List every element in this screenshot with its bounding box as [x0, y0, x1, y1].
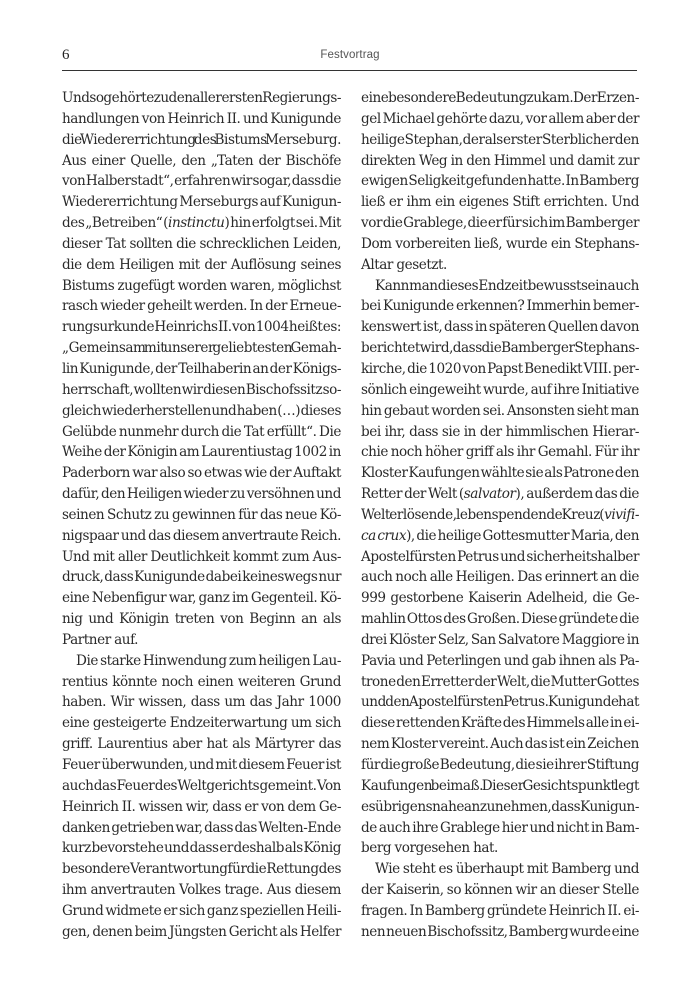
text-run: chie noch höher griff als ihr Gemahl. Für ihr [361, 444, 639, 461]
text-run: es übrigens nahe anzunehmen, dass Kunigun- [361, 798, 639, 815]
italic-latin-term: ca crux [361, 527, 407, 544]
text-line [62, 88, 341, 109]
text-run: auch das Feuer des Weltgerichts gemeint. Von [62, 777, 341, 794]
text-line [62, 505, 341, 526]
text-run: und den Apostelfürsten Petrus. Kunigunde hat [361, 694, 639, 711]
text-line [62, 401, 341, 422]
text-run: Welt erlösende, lebenspendende Kreuz ( [361, 506, 605, 523]
text-line [361, 838, 639, 859]
text-line [361, 276, 639, 297]
text-run: Bistums zugefügt worden waren, möglichst [62, 277, 341, 294]
text-line [361, 317, 639, 338]
text-run: Retter der Welt ( [361, 486, 464, 503]
text-line [62, 922, 341, 943]
text-run: Kloster Kaufungen wählte sie als Patrone den [361, 465, 639, 482]
text-line [62, 109, 341, 130]
text-run: vor die Grablege, die er für sich im Bamberger [361, 215, 639, 232]
italic-latin-term: instinctu [168, 215, 225, 232]
text-run: gel Michael gehörte dazu, vor allem aber der [361, 110, 639, 127]
text-run: Aus einer Quelle, den „Taten der Bischöfe [62, 152, 341, 169]
text-run: hin gebaut worden sei. Ansonsten sieht man [361, 402, 639, 419]
text-run: rungsurkunde Heinrichs II. von 1004 heißt es: [62, 319, 341, 336]
text-run: Wie steht es überhaupt mit Bamberg und [375, 861, 639, 878]
text-run: haben. Wir wissen, dass um das Jahr 1000 [62, 694, 341, 711]
text-run: der Kaiserin, so können wir an dieser Stelle [361, 882, 639, 899]
text-line [62, 838, 341, 859]
text-line [62, 901, 341, 922]
text-line [361, 213, 639, 234]
text-run: Und mit aller Deutlichkeit kommt zum Aus- [62, 548, 341, 565]
text-line [62, 776, 341, 797]
text-line [62, 422, 341, 443]
text-run: griff. Laurentius aber hat als Märtyrer das [62, 736, 341, 753]
text-line [62, 296, 341, 317]
text-run: Apostelfürsten Petrus und sicherheitshalber [361, 548, 639, 565]
text-line [62, 317, 341, 338]
text-line [361, 296, 639, 317]
text-line [361, 818, 639, 839]
text-line [62, 192, 341, 213]
text-line [62, 171, 341, 192]
left-text-column [62, 88, 341, 943]
text-line [62, 651, 341, 672]
right-text-column [361, 88, 639, 943]
text-line [62, 359, 341, 380]
text-run: mahlin Ottos des Großen. Diese gründete die [361, 611, 639, 628]
text-run: ), außerdem das die [515, 486, 639, 503]
text-line [62, 609, 341, 630]
text-line [62, 859, 341, 880]
text-line [361, 672, 639, 693]
text-run: ihm anvertrauten Volkes trage. Aus diesem [62, 882, 341, 899]
text-run: nigspaar und das diesem anvertraute Reich. [62, 527, 341, 544]
text-run: die Wiedererrichtung des Bistums Merseburg. [62, 131, 341, 148]
text-line [361, 401, 639, 422]
text-line [62, 692, 341, 713]
text-line [62, 567, 341, 588]
text-line [361, 88, 639, 109]
text-line [62, 484, 341, 505]
text-run: heilige Stephan, der als erster Sterblicher den [361, 131, 639, 148]
text-line [361, 338, 639, 359]
text-run: Kaufungen beimaß. Dieser Gesichtspunkt legt [361, 777, 639, 794]
text-line [62, 130, 341, 151]
text-run: „Gemeinsam mit unserer geliebtesten Gemah- [62, 340, 341, 357]
text-line [361, 171, 639, 192]
text-line [361, 255, 639, 276]
text-run: rentius könnte noch einen weiteren Grund [62, 673, 341, 690]
text-run: lin Kunigunde, der Teilhaberin an der Königs- [62, 360, 341, 377]
text-run: Die starke Hinwendung zum heiligen Lau- [76, 652, 341, 669]
text-run: besondere Verantwortung für die Rettung des [62, 861, 341, 878]
text-line [361, 109, 639, 130]
text-run: ewigen Seligkeit gefunden hatte. In Bamberg [361, 173, 639, 190]
text-run: ) hin erfolgt sei. Mit [224, 215, 341, 232]
italic-latin-term: vivifi- [604, 506, 639, 523]
text-line [361, 588, 639, 609]
text-run: eine Nebenfigur war, ganz im Gegenteil. Kö- [62, 590, 341, 607]
text-run: trone den Erretter der Welt, die Mutter Gottes [361, 673, 639, 690]
text-run: Paderborn war also so etwas wie der Auftakt [62, 465, 341, 482]
text-line [62, 588, 341, 609]
text-line [62, 213, 341, 234]
text-run: rasch wieder geheilt werden. In der Erneue- [62, 298, 341, 315]
text-run: kurz bevorstehe und dass er deshalb als König [62, 840, 341, 857]
text-line [62, 463, 341, 484]
text-run: Altar gesetzt. [361, 256, 447, 273]
text-run: gen, denen beim Jüngsten Gericht als Helfer [62, 923, 341, 940]
text-run: Weihe der Königin am Laurentiustag 1002 in [62, 444, 341, 461]
text-line [361, 651, 639, 672]
text-line [361, 776, 639, 797]
text-line [62, 255, 341, 276]
text-run: nem Kloster vereint. Auch das ist ein Zeichen [361, 736, 639, 753]
text-run: Und so gehörte zu den allerersten Regierungs- [62, 90, 341, 106]
text-line [361, 880, 639, 901]
text-line [361, 359, 639, 380]
text-run: kirche, die 1020 von Papst Benedikt VIII. per- [361, 360, 639, 377]
text-run: handlungen von Heinrich II. und Kunigunde [62, 110, 341, 127]
text-run: direkten Weg in den Himmel und damit zur [361, 152, 639, 169]
text-run: berg vorgesehen hat. [361, 840, 498, 857]
text-line [361, 859, 639, 880]
text-line [361, 380, 639, 401]
text-run: ), die heilige Gottesmutter Maria, den [406, 527, 640, 544]
text-run: ließ er ihm ein eigenes Stift errichten. Und [361, 194, 639, 211]
text-run: gleich wiederherstellen und haben (…) dieses [62, 402, 341, 419]
text-line [62, 818, 341, 839]
text-line [62, 380, 341, 401]
text-run: des „Betreiben“ ( [62, 215, 169, 232]
text-run: herrschaft, wollten wir diesen Bischofssitz so- [62, 381, 341, 398]
text-run: kenswert ist, dass in späteren Quellen davon [361, 319, 639, 336]
text-run: auch noch alle Heiligen. Das erinnert an die [361, 569, 639, 586]
text-line [62, 880, 341, 901]
text-run: diese rettenden Kräfte des Himmels alle in ei- [361, 715, 639, 732]
text-line [62, 630, 341, 651]
text-run: die dem Heiligen mit der Auflösung seines [62, 256, 341, 273]
text-run: de auch ihre Grablege hier und nicht in Bam- [361, 819, 639, 836]
text-run: bei ihr, dass sie in der himmlischen Hierar- [361, 423, 639, 440]
text-line [62, 734, 341, 755]
text-line [62, 338, 341, 359]
text-line [361, 526, 639, 547]
text-line [361, 463, 639, 484]
text-run: Kann man dieses Endzeitbewusstsein auch [375, 277, 639, 294]
text-line [361, 797, 639, 818]
text-run: seinen Schutz zu gewinnen für das neue Kö- [62, 506, 341, 523]
text-run: bei Kunigunde erkennen? Immerhin bemer- [361, 298, 639, 315]
text-line [361, 505, 639, 526]
header-rule [62, 70, 637, 71]
text-line [62, 797, 341, 818]
text-run: nig und Königin treten von Beginn an als [62, 611, 341, 628]
text-run: Partner auf. [62, 631, 139, 648]
text-run: Heinrich II. wissen wir, dass er von dem Ge- [62, 798, 341, 815]
italic-latin-term: salvator [463, 486, 516, 503]
text-line [62, 234, 341, 255]
text-run: Gelübde nunmehr durch die Tat erfüllt“. Die [62, 423, 341, 440]
text-line [62, 755, 341, 776]
text-line [361, 484, 639, 505]
text-run: dieser Tat sollten die schrecklichen Leiden, [62, 235, 341, 252]
text-line [62, 276, 341, 297]
text-run: nen neuen Bischofssitz, Bamberg wurde eine [361, 923, 639, 940]
text-line [361, 422, 639, 443]
text-run: eine besondere Bedeutung zukam. Der Erzen- [361, 90, 639, 106]
text-line [62, 713, 341, 734]
text-line [62, 547, 341, 568]
text-run: Grund widmete er sich ganz speziellen Heili- [62, 902, 341, 919]
text-line [361, 192, 639, 213]
text-line [361, 130, 639, 151]
text-line [361, 234, 639, 255]
text-run: druck, dass Kunigunde dabei keineswegs nur [62, 569, 341, 586]
text-line [361, 713, 639, 734]
text-line [361, 442, 639, 463]
text-run: Feuer überwunden, und mit diesem Feuer ist [62, 757, 341, 773]
text-run: fragen. In Bamberg gründete Heinrich II. ei- [361, 902, 639, 919]
text-run: von Halberstadt“, erfahren wir sogar, dass die [62, 173, 341, 190]
text-line [62, 526, 341, 547]
text-line [361, 901, 639, 922]
page-number: 6 [62, 47, 70, 63]
text-run: drei Klöster Selz, San Salvatore Maggiore in [361, 631, 639, 648]
text-run: 999 gestorbene Kaiserin Adelheid, die Ge- [361, 590, 639, 607]
running-header-title: Festvortrag [320, 49, 380, 61]
text-run: dafür, den Heiligen wieder zu versöhnen und [62, 486, 341, 503]
text-line [361, 734, 639, 755]
text-line [361, 567, 639, 588]
text-run: sönlich eingeweiht wurde, auf ihre Initiative [361, 381, 639, 398]
text-run: Wiedererrichtung Merseburgs auf Kunigun- [62, 194, 341, 211]
text-line [62, 672, 341, 693]
text-run: Dom vorbereiten ließ, wurde ein Stephans- [361, 235, 639, 252]
text-run: berichtet wird, dass die Bamberger Stephans- [361, 340, 639, 357]
text-line [361, 609, 639, 630]
text-line [361, 922, 639, 943]
text-run: eine gesteigerte Endzeiterwartung um sich [62, 715, 341, 732]
text-run: danken getrieben war, dass das Welten-Ende [62, 819, 341, 836]
text-line [62, 151, 341, 172]
text-line [361, 151, 639, 172]
text-run: für die große Bedeutung, die sie ihrer Stiftung [361, 757, 639, 773]
text-line [361, 692, 639, 713]
text-line [361, 630, 639, 651]
text-run: Pavia und Peterlingen und gab ihnen als Pa- [361, 652, 639, 669]
text-line [361, 755, 639, 776]
text-line [62, 442, 341, 463]
text-line [361, 547, 639, 568]
